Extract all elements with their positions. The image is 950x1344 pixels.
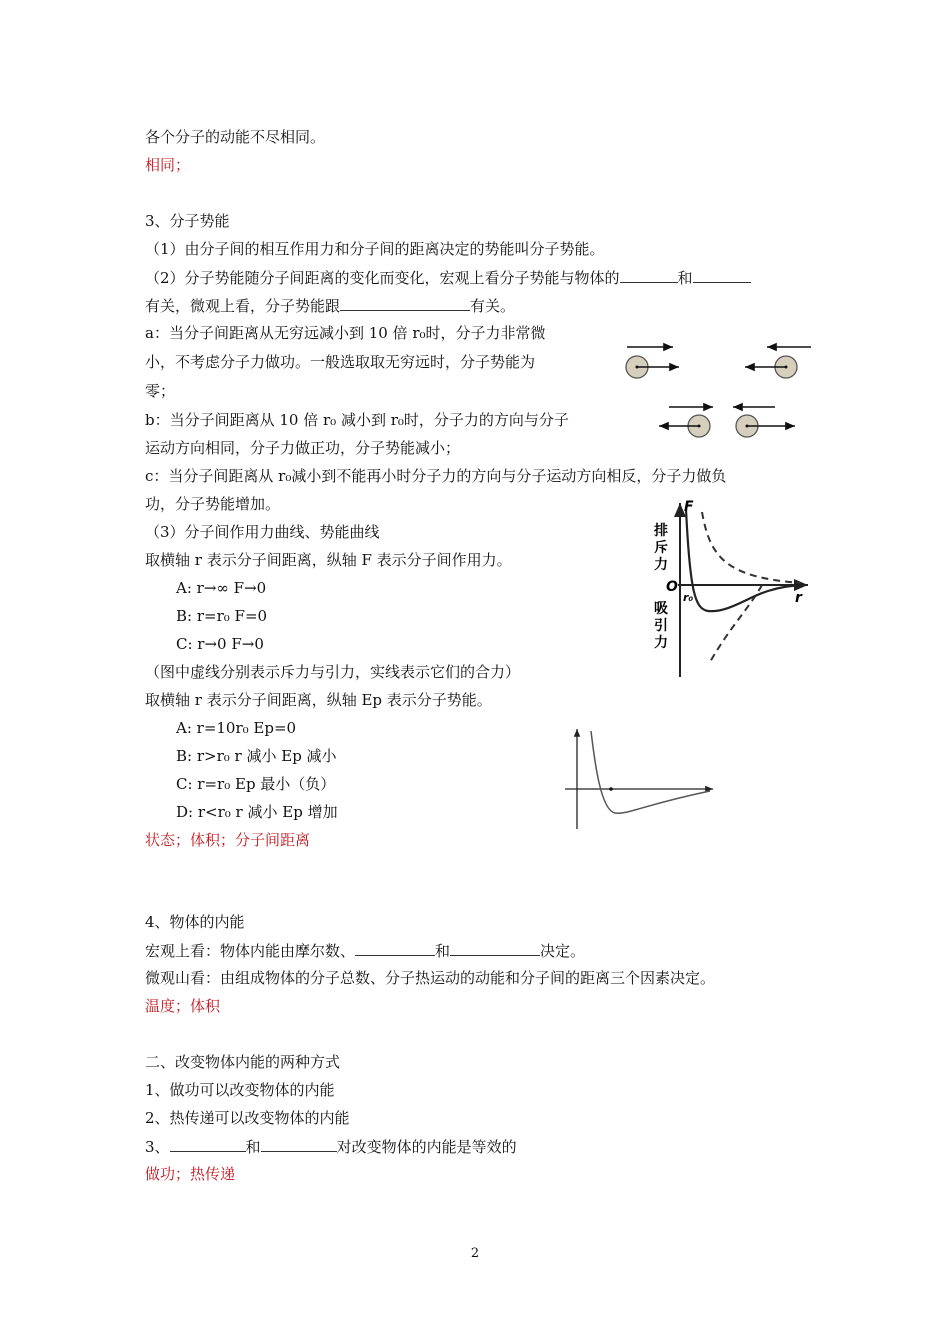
case-c-1: c：当分子间距离从 r₀减小到不能再小时分子力的方向与分子运动方向相反，分子力做负 (145, 467, 727, 485)
net-force-curve (686, 509, 802, 611)
force-B: B: r=r₀ F=0 (176, 607, 268, 625)
para-1: （1）由分子间的相互作用力和分子间的距离决定的势能叫分子势能。 (145, 240, 605, 258)
repulsion-label: 排斥力 (654, 523, 668, 573)
case-b-2: 运动方向相同，分子力做正功，分子势能减小； (145, 439, 461, 457)
blank[interactable] (620, 266, 678, 283)
case-a-2: 小，不考虑分子力做功。一般选取取无穷远时，分子势能为 (145, 353, 536, 371)
answer-3: 温度；体积 (145, 997, 221, 1015)
case-a-1: a：当分子间距离从无穷远减小到 10 倍 r₀时，分子力非常微 (145, 324, 546, 342)
heading-two-ways: 二、改变物体内能的两种方式 (145, 1053, 341, 1071)
potential-curve (591, 731, 710, 813)
repulsion-curve (702, 512, 800, 583)
y-label: F (684, 499, 694, 515)
para-7: 取横轴 r 表示分子间距离，纵轴 Ep 表示分子势能。 (145, 691, 492, 709)
energy-D: D: r<r₀ r 减小 Ep 增加 (176, 803, 338, 821)
method-1: 1、做功可以改变物体的内能 (145, 1081, 335, 1099)
x-label: r (795, 590, 802, 606)
force-curve-figure (650, 497, 815, 692)
r0-point (609, 787, 613, 791)
para-5: 取横轴 r 表示分子间距离，纵轴 F 表示分子间作用力。 (145, 551, 512, 569)
method-3: 3、 和 对改变物体的内能是等效的 (145, 1135, 517, 1158)
case-c-2: 功，分子势能增加。 (145, 495, 281, 513)
para-2: （2）分子势能随分子间距离的变化而变化，宏观上看分子势能与物体的 和 (145, 266, 751, 289)
answer-4: 做功；热传递 (145, 1165, 236, 1183)
blank[interactable] (170, 1135, 246, 1152)
potential-curve-figure (565, 725, 715, 830)
para-6: （图中虚线分别表示斥力与引力，实线表示它们的合力） (145, 663, 521, 681)
answer-2: 状态；体积；分子间距离 (145, 831, 311, 849)
energy-A: A: r=10r₀ Ep=0 (176, 719, 297, 737)
r0-label: r₀ (683, 591, 694, 604)
micro-line: 微观山看：由组成物体的分子总数、分子热运动的动能和分子间的距离三个因素决定。 (145, 969, 716, 987)
blank[interactable] (355, 939, 435, 956)
blank[interactable] (693, 266, 751, 283)
force-A: A: r→∞ F→0 (176, 579, 267, 597)
answer-1: 相同； (145, 156, 191, 174)
attraction-label: 吸引力 (654, 601, 668, 651)
blank[interactable] (340, 294, 470, 311)
case-b-1: b：当分子间距离从 10 倍 r₀ 减小到 r₀时，分子力的方向与分子 (145, 411, 569, 429)
para-3: 有关，微观上看，分子势能跟 有关。 (145, 294, 515, 317)
blank[interactable] (261, 1135, 337, 1152)
para-4: （3）分子间作用力曲线、势能曲线 (145, 523, 380, 541)
method-2: 2、热传递可以改变物体的内能 (145, 1109, 350, 1127)
heading-potential-energy: 3、分子势能 (145, 212, 230, 230)
blank[interactable] (450, 939, 540, 956)
page-number: 2 (470, 1246, 480, 1261)
macro-line: 宏观上看：物体内能由摩尔数、 和 决定。 (145, 939, 585, 962)
line-kinetic: 各个分子的动能不尽相同。 (145, 128, 326, 146)
heading-internal-energy: 4、物体的内能 (145, 913, 245, 931)
force-C: C: r→0 F→0 (176, 635, 264, 653)
molecules-far-figure (615, 338, 820, 386)
molecules-near-figure (655, 398, 805, 444)
energy-C: C: r=r₀ Ep 最小（负） (176, 775, 336, 793)
energy-B: B: r>r₀ r 减小 Ep 减小 (176, 747, 337, 765)
case-a-3: 零； (145, 382, 176, 400)
origin-label: O (666, 579, 678, 595)
